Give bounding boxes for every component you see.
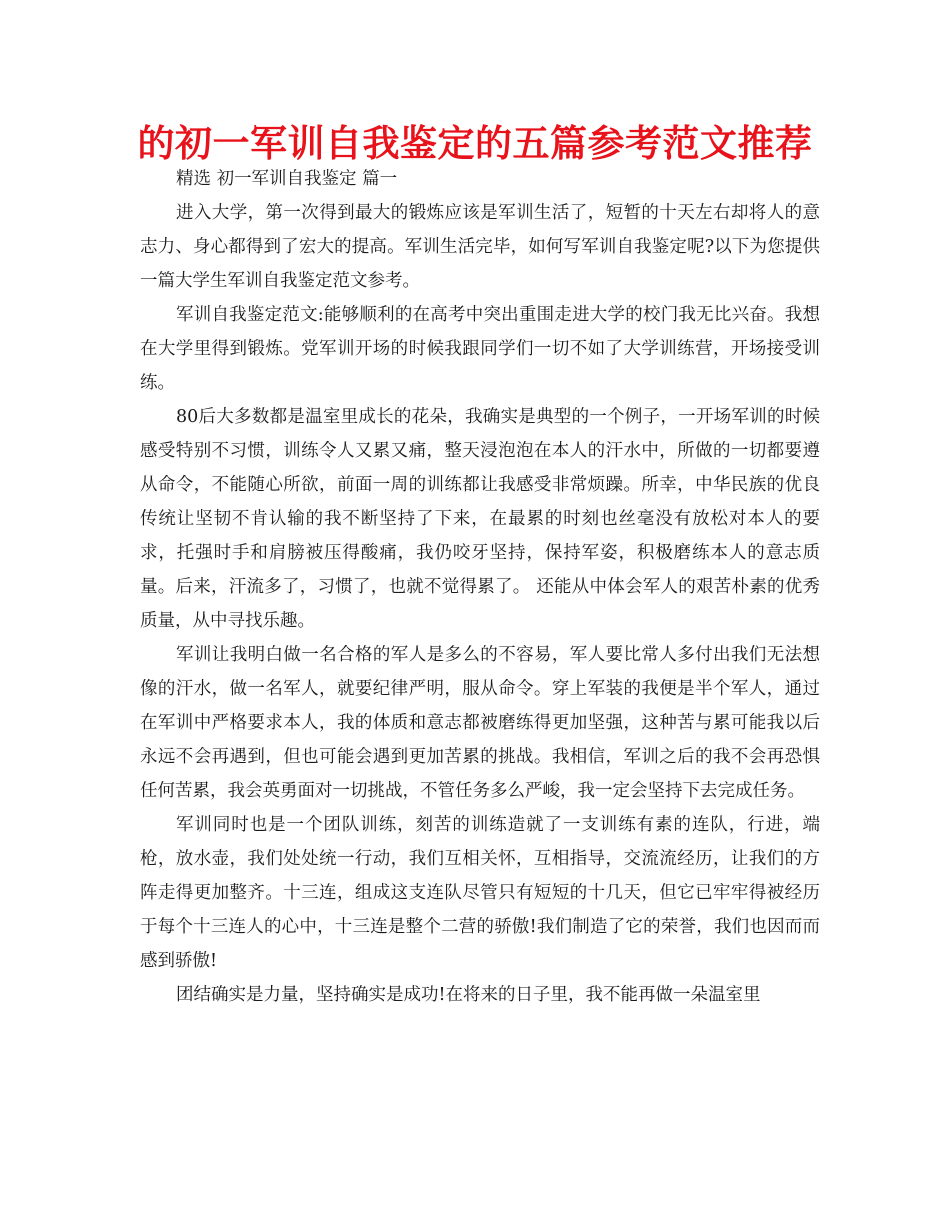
paragraph: 军训同时也是一个团队训练，刻苦的训练造就了一支训练有素的连队，行进，端枪，放水壶，我们处处统一行动，我们互相关怀，互相指导，交流流经历，让我们的方阵走得更加整齐。十三连，组成这支连队尽管只有短短的十几天，但它已牢牢得被经历于每个十三连人的心中，十三连是整个二营的骄傲!我们制造了它的荣誉，我们也因而而感到骄傲!	[140, 815, 820, 971]
document-title: 的初一军训自我鉴定的五篇参考范文推荐	[137, 122, 813, 165]
paragraph: 80后大多数都是温室里成长的花朵，我确实是典型的一个例子，一开场军训的时候感受特别不习惯，训练令人又累又痛，整天浸泡泡在本人的汗水中，所做的一切都要遵从命令，不能随心所欲，前面一周的训练都让我感受非常烦躁。所幸，中华民族的优良传统让坚韧不肯认输的我不断坚持了下来，在最累的时刻也丝毫没有放松对本人的要求，托强时手和肩膀被压得酸痛，我仍咬牙坚持，保持军姿，积极磨练本人的意志质量。后来，汗流多了，习惯了，也就不觉得累了。 还能从中体会军人的艰苦朴素的优秀质量，从中寻找乐趣。	[140, 407, 820, 631]
paragraph: 军训自我鉴定范文:能够顺利的在高考中突出重围走进大学的校门我无比兴奋。我想在大学里得到锻炼。党军训开场的时候我跟同学们一切不如了大学训练营，开场接受训练。	[140, 305, 820, 393]
section-heading: 精选 初一军训自我鉴定 篇一	[176, 169, 398, 189]
document-body	[140, 162, 820, 1012]
paragraph: 军训让我明白做一名合格的军人是多么的不容易，军人要比常人多付出我们无法想像的汗水，做一名军人，就要纪律严明，服从命令。穿上军装的我便是半个军人，通过在军训中严格要求本人，我的体质和意志都被磨练得更加坚强，这种苦与累可能我以后永远不会再遇到，但也可能会遇到更加苦累的挑战。我相信，军训之后的我不会再恐惧任何苦累，我会英勇面对一切挑战，不管任务多么严峻，我一定会坚持下去完成任务。	[140, 645, 820, 801]
paragraph: 团结确实是力量，坚持确实是成功!在将来的日子里，我不能再做一朵温室里	[176, 985, 761, 1005]
paragraph: 进入大学，第一次得到最大的锻炼应该是军训生活了，短暂的十天左右却将人的意志力、身心都得到了宏大的提高。军训生活完毕，如何写军训自我鉴定呢?以下为您提供一篇大学生军训自我鉴定范文参考。	[140, 203, 820, 291]
